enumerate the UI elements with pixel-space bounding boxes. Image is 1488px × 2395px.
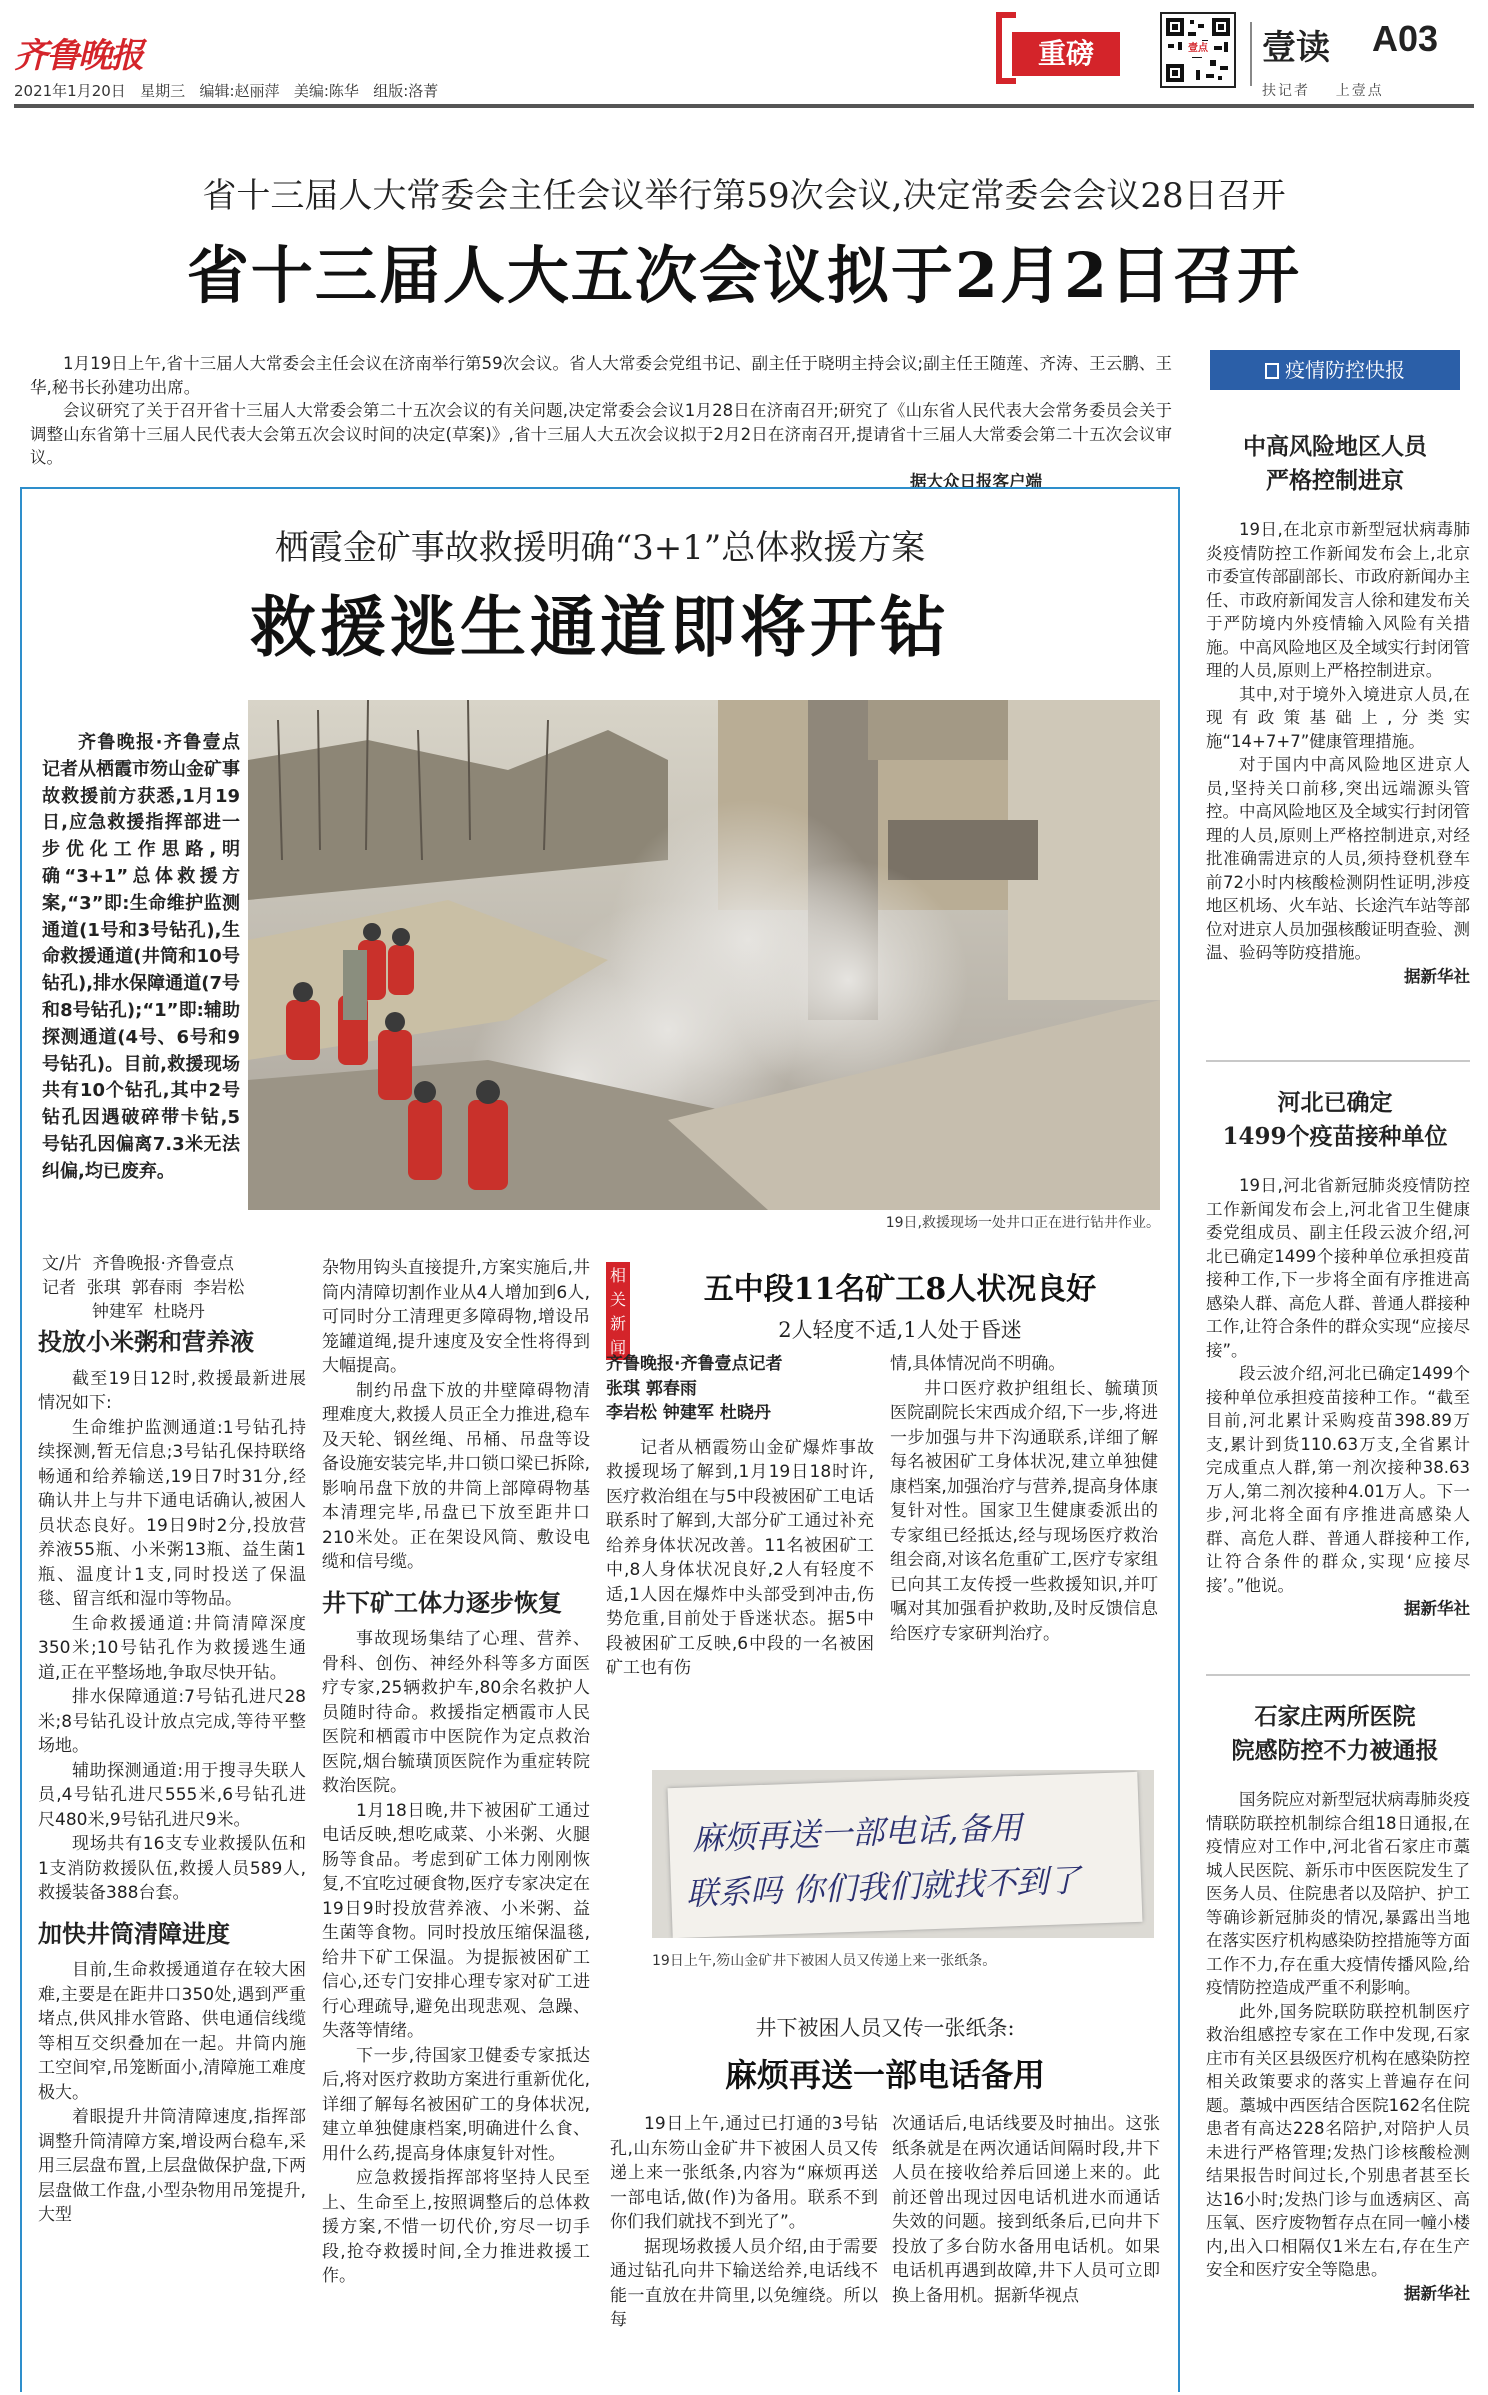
byline-line: 记者 张琪 郭春雨 李岩松 <box>42 1278 245 1298</box>
related-news-tag: 相关新闻 <box>606 1262 630 1360</box>
note-kicker: 井下被困人员又传一张纸条: <box>755 2016 1015 2040</box>
body-para: 生命维护监测通道:1号钻孔持续探测,暂无信息;3号钻孔保持联络畅通和给养输送,19日7时31分,经确认井上与井下通电话确认,被困人员状态良好。19日9时2分,投放营养液55瓶、小米粥13瓶、益生菌1瓶、温度计1支,同时投送了保温毯、留言纸和湿巾等物品。 <box>38 1417 306 1609</box>
qr-center-label: 壹点 <box>1184 41 1212 57</box>
source-line: 据新华社 <box>1404 1599 1470 1618</box>
sidebar-divider <box>1206 1674 1470 1676</box>
headline-line: 院感防控不力被通报 <box>1231 1737 1439 1764</box>
handwritten-note-photo <box>652 1770 1154 1938</box>
note-line: 麻烦再送一部电话,备用 <box>691 1808 1023 1858</box>
note-line: 联系吗 你们我们就找不到了 <box>685 1861 1081 1913</box>
note-headline: 麻烦再送一部电话备用 <box>724 2056 1045 2094</box>
related-byline: 张琪 郭春雨 <box>606 1378 697 1399</box>
body-para: 排水保障通道:7号钻孔进尺28米;8号钻孔设计放点完成,等待平整场地。 <box>38 1687 306 1756</box>
document-icon <box>1265 363 1279 379</box>
note-column-right <box>892 2112 1160 2308</box>
body-para: 着眼提升井筒清障速度,指挥部调整升筒清障方案,增设两台稳车,采用三层盘布置,上层盘做保护盘,下两层盘做工作盘,小型杂物用吊笼提升,大型 <box>38 2107 306 2225</box>
body-para: 段云波介绍,河北已确定1499个接种单位承担疫苗接种工作。“截至目前,河北累计采购疫苗398.89万支,累计到货110.63万支,全省累计完成重点人群,第一剂次接种38.63万人,第二剂次接种4.01万人。下一步,河北将全面有序推进高感染人群、高危人群、普通人群接种工作,让符合条件的群众,实现‘应接尽接’。”他说。 <box>1206 1364 1470 1595</box>
section-tag-label: 重磅 <box>1012 32 1120 76</box>
subhead-miners-recovery: 井下矿工体力逐步恢复 <box>322 1587 562 1617</box>
lead-kicker: 省十三届人大常委会主任会议举行第59次会议,决定常委会会议28日召开 <box>202 176 1286 216</box>
lead-para: 会议研究了关于召开省十三届人大常委会第二十五次会议的有关问题,决定常委会会议1月28日在济南召开;研究了《山东省人民代表大会常务委员会关于调整山东省第十三届人民代表大会第五次会议时间的决定(草案)》,省十三届人大五次会议拟于2月2日在济南召开,提请省十三届人大常委会第二十五次会议审议。 <box>30 401 1172 467</box>
body-para: 制约吊盘下放的井壁障碍物清理难度大,救援人员正全力推进,稳车及天轮、钢丝绳、吊桶、吊盘等设备设施安装完毕,井口锁口梁已拆除,影响吊盘下放的井筒上部障碍物基本清理完毕,吊盘已下放至距井口210米处。正在架设风筒、敷设电缆和信号缆。 <box>322 1380 590 1572</box>
editor-credit: 编辑:赵丽萍 <box>199 82 280 100</box>
body-para: 杂物用钩头直接提升,方案实施后,井筒内清障切割作业从4人增加到6人,可同时分工清理更多障碍物,增设吊笼罐道绳,提升速度及安全性将得到大幅提高。 <box>322 1258 590 1376</box>
rescue-kicker: 栖霞金矿事故救援明确“3+1”总体救援方案 <box>274 528 926 568</box>
rescue-photo-caption: 19日,救援现场一处井口正在进行钻井作业。 <box>885 1215 1160 1231</box>
lead-body <box>30 352 1172 493</box>
section-tag <box>996 12 1134 84</box>
header-divider <box>1250 22 1252 86</box>
body-para: 19日,河北省新冠肺炎疫情防控工作新闻发布会上,河北省卫生健康委党组成员、副主任段云波介绍,河北已确定1499个接种单位承担疫苗接种工作,下一步将全面有序推进高感染人群、高危人群、普通人群接种工作,让符合条件的群众实现“应接尽接”。 <box>1206 1176 1470 1360</box>
body-para: 对于国内中高风险地区进京人员,坚持关口前移,突出远端源头管控。中高风险地区及全域实行封闭管理的人员,原则上严格控制进京,对经批准确需进京的人员,须持登机登车前72小时内核酸检测阴性证明,涉疫地区机场、火车站、长途汽车站等部位对进京人员加强核酸证明查验、测温、验码等防疫措施。 <box>1206 755 1470 962</box>
byline-line: 文/片 齐鲁晚报·齐鲁壹点 <box>42 1254 234 1274</box>
rescue-photo-illustration <box>248 700 1160 1210</box>
qr-code[interactable] <box>1160 12 1236 88</box>
headline-line: 河北已确定 <box>1277 1089 1393 1116</box>
subhead-shaft-clearing: 加快井筒清障进度 <box>38 1918 230 1948</box>
body-para: 下一步,待国家卫健委专家抵达后,将对医疗救助方案进行重新优化,详细了解每名被困矿工的身体状况,建立单独健康档案,明确进什么食、用什么药,提高身体康复针对性。 <box>322 2045 590 2164</box>
rescue-column-2 <box>322 1256 590 2289</box>
subhead-feed-supplies: 投放小米粥和营养液 <box>38 1327 254 1356</box>
body-para: 其中,对于境外入境进京人员,在现有政策基础上,分类实施“14+7+7”健康管理措施。 <box>1206 684 1470 751</box>
issue-date: 2021年1月20日 <box>14 82 126 100</box>
rescue-column-1 <box>38 1327 306 2228</box>
section-name: 壹读 <box>1262 28 1330 68</box>
page-number: A03 <box>1372 18 1439 59</box>
sidebar-tag-label: 疫情防控快报 <box>1285 358 1405 382</box>
note-photo-caption: 19日上午,笏山金矿井下被困人员又传递上来一张纸条。 <box>652 1953 997 1969</box>
related-subhead: 2人轻度不适,1人处于昏迷 <box>778 1318 1022 1342</box>
sidebar-headline-3 <box>1200 1700 1470 1768</box>
masthead-rule <box>14 104 1474 108</box>
body-para: 据现场救援人员介绍,由于需要通过钻孔向井下输送给养,电话线不能一直放在井筒里,以免缠绕。所以每 <box>610 2236 878 2330</box>
related-byline: 齐鲁晚报·齐鲁壹点记者 <box>606 1354 783 1374</box>
body-para: 生命救援通道:井筒清障深度350米;10号钻孔作为救援逃生通道,正在平整场地,争取尽快开钻。 <box>38 1613 306 1683</box>
designer-credit: 美编:陈华 <box>293 82 359 100</box>
body-para: 19日上午,通过已打通的3号钻孔,山东笏山金矿井下被困人员又传递上来一张纸条,内容为“麻烦再送一部电话,做(作)为备用。联系不到你们我们就找不到光了”。 <box>610 2114 878 2232</box>
body-para: 此外,国务院联防联控机制医疗救治组感控专家在工作中发现,石家庄市有关区县级医疗机构在感染防控相关政策要求的落实上普遍存在问题。藁城中西医结合医院162名住院患者有高达228名陪护,对陪护人员未进行严格管理;发热门诊核酸检测结果报告时间过长,个别患者甚至长达16小时;发热门诊与血透病区、高压氧、医疗废物暂存点在同一幢小楼内,出入口相隔仅1米左右,存在生产安全和医疗安全等隐患。 <box>1206 2001 1470 2279</box>
layout-credit: 组版:洛菁 <box>373 82 439 100</box>
sidebar-divider <box>1206 1060 1470 1062</box>
related-column-right <box>890 1352 1158 1646</box>
rescue-headline: 救援逃生通道即将开钻 <box>250 588 950 666</box>
reporter-line: 扶记者 上壹点 <box>1262 83 1384 99</box>
body-para: 应急救援指挥部将坚持人民至上、生命至上,按照调整后的总体救援方案,不惜一切代价,穷尽一切手段,抢夺救援时间,全力推进救援工作。 <box>322 2168 590 2286</box>
body-para: 井口医疗救护组组长、毓璜顶医院副院长宋西成介绍,下一步,将进一步加强与井下沟通联系,详细了解每名被困矿工身体状况,建立单独健康档案,加强治疗与营养,提高身体康复针对性。国家卫生健康委派出的专家组已经抵达,经与现场医疗救治组会商,对该名危重矿工,医疗专家组已向其工友传授一些救援知识,并叮嘱对其加强看护救助,及时反馈信息给医疗专家研判治疗。 <box>890 1378 1158 1644</box>
body-para: 事故现场集结了心理、营养、骨科、创伤、神经外科等多方面医疗专家,25辆救护车,80余名救护人员随时待命。救援指定栖霞市人民医院和栖霞市中医院作为定点救治医院,烟台毓璜顶医院作为重症转院救治医院。 <box>322 1629 590 1796</box>
related-byline: 李岩松 钟建军 杜晓丹 <box>606 1403 771 1423</box>
lead-para: 1月19日上午,省十三届人大常委会主任会议在济南举行第59次会议。省人大常委会党组书记、副主任于晓明主持会议;副主任王随莲、齐涛、王云鹏、王华,秘书长孙建功出席。 <box>30 354 1172 397</box>
headline-line: 中高风险地区人员 <box>1243 433 1427 460</box>
sidebar-story-2 <box>1206 1174 1470 1621</box>
sidebar-story-3 <box>1206 1788 1470 2305</box>
issue-weekday: 星期三 <box>140 82 186 100</box>
headline-line: 1499个疫苗接种单位 <box>1222 1123 1448 1150</box>
body-para: 目前,生命救援通道存在较大困难,主要是在距井口350处,遇到严重堵点,供风排水管路、供电通信线缆等相互交织叠加在一起。井筒内施工空间窄,吊笼断面小,清障施工难度极大。 <box>38 1960 306 2103</box>
lead-headline: 省十三届人大五次会议拟于2月2日召开 <box>186 239 1302 312</box>
related-column-left <box>606 1352 874 1681</box>
body-para: 情,具体情况尚不明确。 <box>890 1354 1066 1374</box>
body-para: 1月18日晚,井下被困矿工通过电话反映,想吃咸菜、小米粥、火腿肠等食品。考虑到矿工体力刚刚恢复,不宜吃过硬食物,医疗专家决定在19日9时投放营养液、小米粥、益生菌等食物。同时投放压缩保温毯,给井下矿工保温。为提振被困矿工信心,还专门安排心理专家对矿工进行心理疏导,避免出现悲观、急躁、失落等情绪。 <box>322 1800 590 2041</box>
byline-line: 钟建军 杜晓丹 <box>92 1302 205 1322</box>
body-para: 19日,在北京市新型冠状病毒肺炎疫情防控工作新闻发布会上,北京市委宣传部副部长、市政府新闻办主任、市政府新闻发言人徐和建发布关于严防境内外疫情输入风险有关措施。中高风险地区及全域实行封闭管理的人员,原则上严格控制进京。 <box>1206 520 1470 680</box>
sidebar-headline-1 <box>1200 430 1470 498</box>
body-para: 记者从栖霞笏山金矿爆炸事故救援现场了解到,1月19日18时许,医疗救治组在与5中段被困矿工电话联系时了解到,大部分矿工通过补充给养身体状况改善。11名被困矿工中,8人身体状况良好,2人有轻度不适,1人因在爆炸中头部受到冲击,伤势危重,目前处于昏迷状态。据5中段被困矿工反映,6中段的一名被困矿工也有伤 <box>606 1437 874 1678</box>
note-column-left <box>610 2112 878 2333</box>
rescue-site-photo <box>248 700 1160 1210</box>
body-para: 现场共有16支专业救援队伍和1支消防救援队伍,救援人员589人,救援装备388台套。 <box>38 1834 306 1903</box>
lead-source: 据大众日报客户端 <box>910 471 1042 491</box>
sidebar-headline-2 <box>1200 1086 1470 1154</box>
source-line: 据新华社 <box>1404 2283 1470 2303</box>
headline-line: 严格控制进京 <box>1266 467 1404 494</box>
source-line: 据新华社 <box>1404 966 1470 986</box>
headline-line: 石家庄两所医院 <box>1254 1703 1416 1730</box>
rescue-intro: 齐鲁晚报·齐鲁壹点记者从栖霞市笏山金矿事故救援前方获悉,1月19日,应急救援指挥部进一步优化工作思路,明确“3+1”总体救援方案,“3”即:生命维护监测通道(1号和3号钻孔),生命救援通道(井筒和10号钻孔),排水保障通道(7号和8号钻孔);“1”即:辅助探测通道(4号、6号和9号钻孔)。目前,救援现场共有10个钻孔,其中2号钻孔因遇破碎带卡钻,5号钻孔因偏离7.3米无法纠偏,均已废弃。 <box>42 732 240 1182</box>
body-para: 截至19日12时,救援最新进展情况如下: <box>38 1368 306 1413</box>
issue-info-line <box>14 80 438 101</box>
related-headline: 五中段11名矿工8人状况良好 <box>703 1272 1097 1307</box>
body-para: 次通话后,电话线要及时抽出。这张纸条就是在两次通话间隔时段,井下人员在接收给养后回递上来的。此前还曾出现过因电话机进水而通话失效的问题。接到纸条后,已向井下投放了多台防水备用电话机。如果电话机再遇到故障,井下人员可立即换上备用机。据新华视点 <box>892 2114 1160 2306</box>
sidebar-story-1 <box>1206 518 1470 988</box>
newspaper-logo: 齐鲁晚报 <box>14 36 142 76</box>
body-para: 国务院应对新型冠状病毒肺炎疫情联防联控机制综合组18日通报,在疫情应对工作中,河北省石家庄市藁城人民医院、新乐市中医医院发生了医务人员、住院患者以及陪护、护工等确诊新冠肺炎的情况,暴露出当地在落实医疗机构感染防控措施等方面工作不力,存在重大疫情传播风险,给疫情防控造成严重不利影响。 <box>1206 1790 1470 1997</box>
sidebar-tag <box>1210 350 1460 390</box>
rescue-byline <box>42 1252 332 1324</box>
body-para: 辅助探测通道:用于搜寻失联人员,4号钻孔进尺555米,6号钻孔进尺480米,9号钻孔进尺9米。 <box>38 1760 306 1830</box>
